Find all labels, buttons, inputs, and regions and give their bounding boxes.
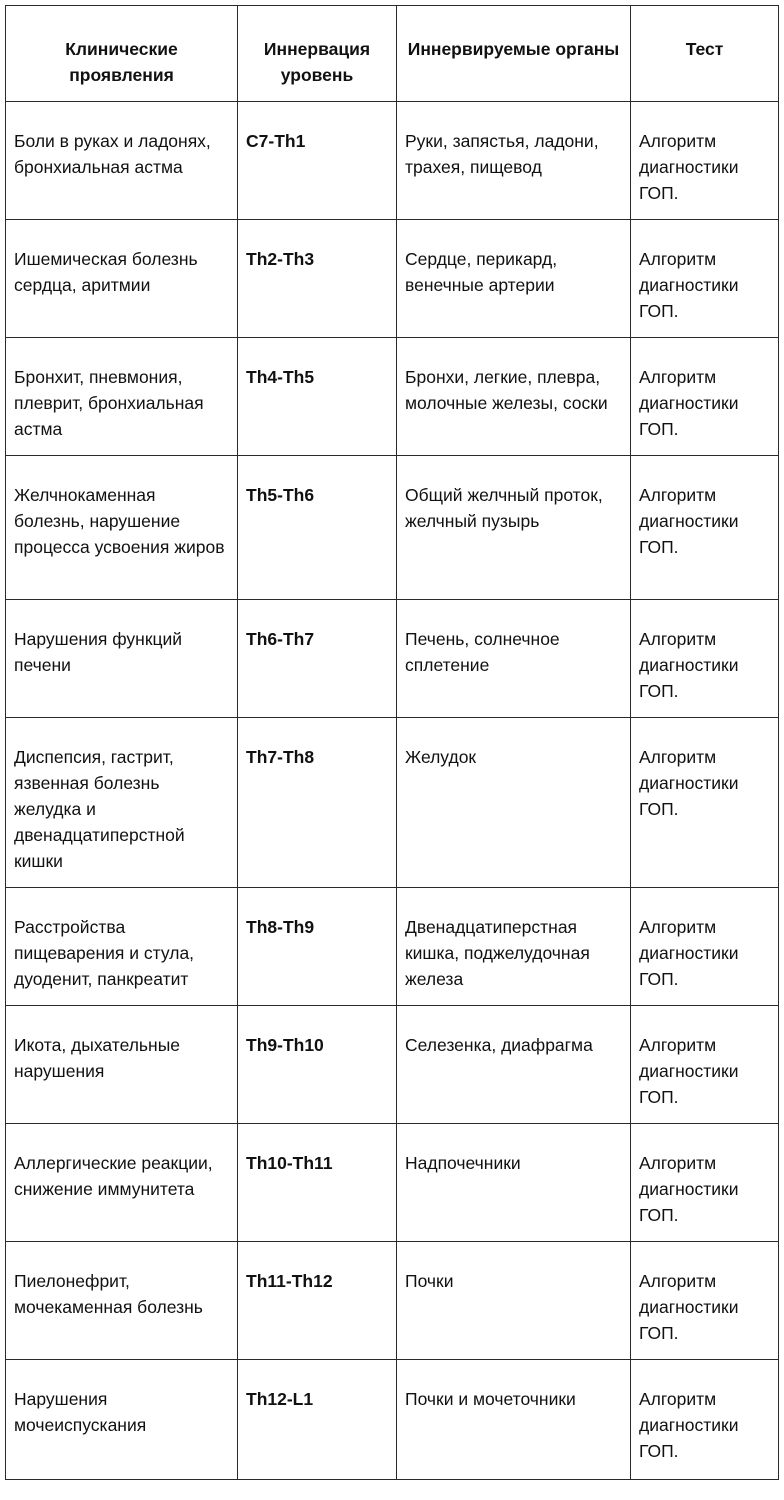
test-cell: Алгоритм диагностики ГОП. xyxy=(631,888,779,1006)
level-cell: Th10-Th11 xyxy=(238,1124,397,1242)
symptoms-cell: Диспепсия, гастрит, язвенная болезнь желудка и двенадцатиперстной кишки xyxy=(6,718,238,888)
table-row xyxy=(6,338,779,456)
test-cell: Алгоритм диагностики ГОП. xyxy=(631,1124,779,1242)
organs-cell: Двенадцатиперстная кишка, поджелудочная железа xyxy=(397,888,631,1006)
organs-cell: Руки, запястья, ладони, трахея, пищевод xyxy=(397,102,631,220)
symptoms-cell: Желчнокаменная болезнь, нарушение процесса усвоения жиров xyxy=(6,456,238,600)
organs-cell: Печень, солнечное сплетение xyxy=(397,600,631,718)
symptoms-cell: Бронхит, пневмония, плеврит, бронхиальная астма xyxy=(6,338,238,456)
test-cell: Алгоритм диагностики ГОП. xyxy=(631,220,779,338)
test-cell: Алгоритм диагностики ГОП. xyxy=(631,338,779,456)
level-cell: Th7-Th8 xyxy=(238,718,397,888)
symptoms-cell: Аллергические реакции, снижение иммунитета xyxy=(6,1124,238,1242)
organs-cell: Почки xyxy=(397,1242,631,1360)
test-cell: Алгоритм диагностики ГОП. xyxy=(631,456,779,600)
level-cell: Th6-Th7 xyxy=(238,600,397,718)
table-row xyxy=(6,220,779,338)
innervation-table xyxy=(5,5,779,1480)
level-cell: Th12-L1 xyxy=(238,1360,397,1480)
test-cell: Алгоритм диагностики ГОП. xyxy=(631,1006,779,1124)
level-cell: C7-Th1 xyxy=(238,102,397,220)
level-cell: Th11-Th12 xyxy=(238,1242,397,1360)
table-row xyxy=(6,1124,779,1242)
header-symptoms: Клинические проявления xyxy=(6,6,238,102)
table-header-row xyxy=(6,6,779,102)
table-row xyxy=(6,1360,779,1480)
symptoms-cell: Нарушения функций печени xyxy=(6,600,238,718)
header-innervated-organs: Иннервируемые органы xyxy=(397,6,631,102)
test-cell: Алгоритм диагностики ГОП. xyxy=(631,102,779,220)
table-row xyxy=(6,600,779,718)
organs-cell: Сердце, перикард, венечные артерии xyxy=(397,220,631,338)
level-cell: Th2-Th3 xyxy=(238,220,397,338)
symptoms-cell: Расстройства пищеварения и стула, дуоденит, панкреатит xyxy=(6,888,238,1006)
organs-cell: Желудок xyxy=(397,718,631,888)
symptoms-cell: Боли в руках и ладонях, бронхиальная астма xyxy=(6,102,238,220)
organs-cell: Надпочечники xyxy=(397,1124,631,1242)
symptoms-cell: Ишемическая болезнь сердца, аритмии xyxy=(6,220,238,338)
level-cell: Th5-Th6 xyxy=(238,456,397,600)
symptoms-cell: Нарушения мочеиспускания xyxy=(6,1360,238,1480)
table-row xyxy=(6,456,779,600)
symptoms-cell: Пиелонефрит, мочекаменная болезнь xyxy=(6,1242,238,1360)
symptoms-cell: Икота, дыхательные нарушения xyxy=(6,1006,238,1124)
table-row xyxy=(6,1006,779,1124)
test-cell: Алгоритм диагностики ГОП. xyxy=(631,600,779,718)
table-row xyxy=(6,102,779,220)
table-row xyxy=(6,718,779,888)
organs-cell: Почки и мочеточники xyxy=(397,1360,631,1480)
test-cell: Алгоритм диагностики ГОП. xyxy=(631,1242,779,1360)
level-cell: Th9-Th10 xyxy=(238,1006,397,1124)
test-cell: Алгоритм диагностики ГОП. xyxy=(631,718,779,888)
table-row xyxy=(6,888,779,1006)
header-test: Тест xyxy=(631,6,779,102)
organs-cell: Бронхи, легкие, плевра, молочные железы, соски xyxy=(397,338,631,456)
organs-cell: Селезенка, диафрагма xyxy=(397,1006,631,1124)
table-row xyxy=(6,1242,779,1360)
header-innervation-level: Иннервация уровень xyxy=(238,6,397,102)
organs-cell: Общий желчный проток, желчный пузырь xyxy=(397,456,631,600)
level-cell: Th4-Th5 xyxy=(238,338,397,456)
level-cell: Th8-Th9 xyxy=(238,888,397,1006)
test-cell: Алгоритм диагностики ГОП. xyxy=(631,1360,779,1480)
